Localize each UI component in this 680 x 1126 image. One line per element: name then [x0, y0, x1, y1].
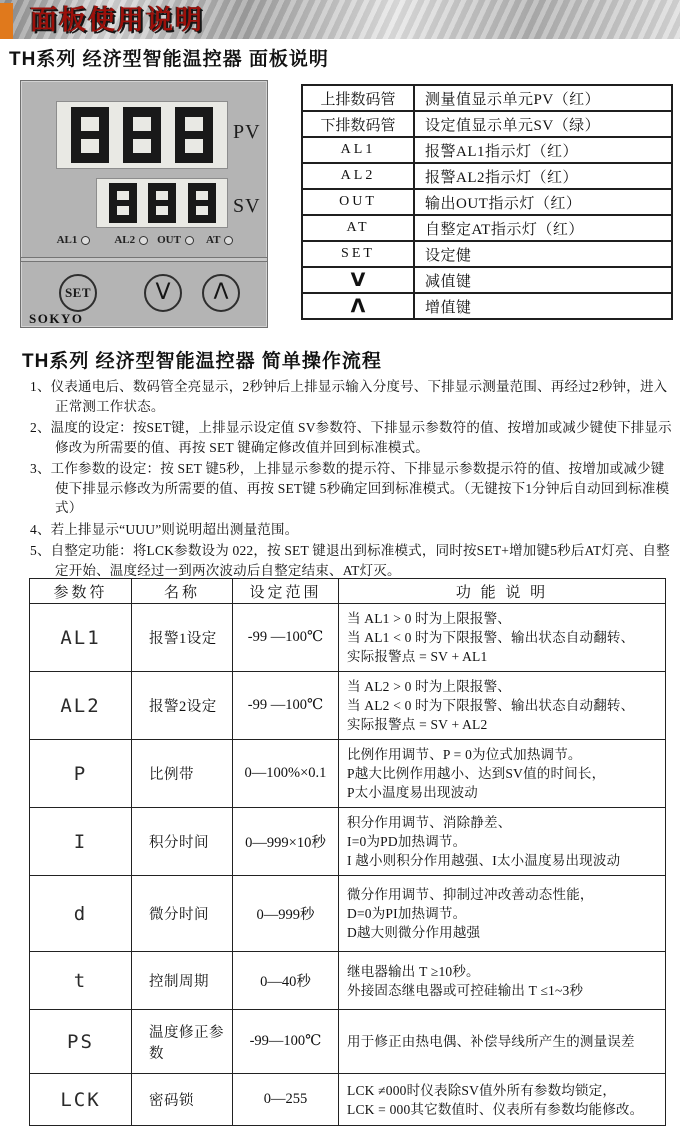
sv-label: SV [233, 195, 261, 217]
header-symbol: 参数符 [30, 579, 132, 604]
al2-led-icon [139, 236, 148, 245]
set-button[interactable]: SET [59, 274, 97, 312]
al1-led-icon [81, 236, 90, 245]
operation-steps [30, 377, 672, 582]
legend-row [302, 189, 672, 215]
legend-row [302, 215, 672, 241]
legend-desc: 增值键 [414, 293, 672, 319]
legend-desc: 设定值显示单元SV（绿） [414, 111, 672, 137]
function-line: 比例作用调节、P = 0为位式加热调节。 [347, 747, 582, 762]
param-function [339, 876, 666, 952]
legend-row [302, 267, 672, 293]
legend-desc: 输出OUT指示灯（红） [414, 189, 672, 215]
seven-segment-digit [123, 107, 161, 163]
parameter-table [29, 578, 666, 1126]
indicator-al2-label: AL2 [114, 234, 136, 246]
banner-title: 面板使用说明 [30, 5, 204, 35]
param-range: -99—100℃ [233, 1010, 339, 1074]
legend-row [302, 111, 672, 137]
param-name: 密码锁 [132, 1074, 233, 1126]
function-line: 外接固态继电器或可控硅输出 T ≤1~3秒 [347, 982, 584, 998]
indicator-out-label: OUT [157, 234, 181, 246]
param-name: 积分时间 [132, 808, 233, 876]
param-function [339, 1010, 666, 1074]
indicator-al1-label: AL1 [56, 234, 78, 246]
parameter-row [30, 876, 666, 952]
param-function [339, 1074, 666, 1126]
legend-desc: 自整定AT指示灯（红） [414, 215, 672, 241]
param-symbol: LCK [30, 1074, 132, 1126]
param-function [339, 672, 666, 740]
parameter-row [30, 808, 666, 876]
param-name: 比例带 [132, 740, 233, 808]
parameter-row [30, 604, 666, 672]
decrease-button[interactable] [144, 274, 182, 312]
function-line: D=0为PI加热调节。 [347, 906, 467, 921]
indicator-at-label: AT [205, 234, 221, 246]
param-name: 温度修正参数 [132, 1010, 233, 1074]
legend-table [301, 84, 673, 320]
function-line: D越大则微分作用越强 [347, 925, 481, 940]
seven-segment-digit [109, 183, 137, 223]
legend-row [302, 85, 672, 111]
indicator-row [21, 234, 269, 246]
brand-label: SOKYO [29, 311, 84, 326]
function-line: 实际报警点 = SV + AL1 [347, 649, 488, 664]
param-function [339, 740, 666, 808]
legend-item: AL1 [302, 137, 414, 163]
function-line: 当 AL1 > 0 时为上限报警、 [347, 611, 512, 626]
legend-item: AT [302, 215, 414, 241]
header-name: 名称 [132, 579, 233, 604]
function-line: P越大比例作用越小、达到SV值的时间长， [347, 766, 606, 781]
function-line: LCK ≠000时仪表除SV值外所有参数均锁定， [347, 1082, 617, 1098]
param-name: 微分时间 [132, 876, 233, 952]
param-range: 0—100%×0.1 [233, 740, 339, 808]
operation-step: 4、若上排显示“UUU”则说明超出测量范围。 [30, 521, 299, 537]
function-line: P太小温度易出现波动 [347, 785, 479, 800]
legend-item-up-arrow: Λ [302, 293, 414, 319]
increase-button[interactable] [202, 274, 240, 312]
param-range: -99 —100℃ [233, 672, 339, 740]
indicator-al2 [114, 234, 148, 246]
param-range: 0—999秒 [233, 876, 339, 952]
operation-step: 5、自整定功能：将LCK参数设为 022，按 SET 键退出到标准模式，同时按SET+增加键5秒后AT灯亮、自整定开始、温度经过一到两次波动后自整定结束、AT灯灭。 [30, 543, 670, 578]
param-name: 报警2设定 [132, 672, 233, 740]
sv-display [96, 178, 228, 228]
operation-step: 3、工作参数的设定：按 SET 键5秒，上排显示参数的提示符、下排显示参数提示符的值、按增加或减少键使下排显示修改为所需要的值、再按 SET键 5秒确定回到标准模式。（无键按下1分钟后自动回到标准模式） [30, 461, 670, 515]
function-line: I 越小则积分作用越强、I太小温度易出现波动 [347, 853, 621, 868]
legend-desc: 设定健 [414, 241, 672, 267]
indicator-at [206, 234, 233, 246]
function-line: 继电器输出 T ≥10秒。 [347, 963, 480, 979]
parameter-row [30, 740, 666, 808]
controller-front-panel [20, 80, 268, 328]
legend-row [302, 163, 672, 189]
pv-label: PV [233, 121, 261, 143]
legend-item: OUT [302, 189, 414, 215]
param-symbol: P [30, 740, 132, 808]
param-range: -99 —100℃ [233, 604, 339, 672]
function-line: 用于修正由热电偶、补偿导线所产生的测量误差 [347, 1034, 635, 1049]
seven-segment-digit [71, 107, 109, 163]
at-led-icon [224, 236, 233, 245]
legend-item-down-arrow: V [302, 267, 414, 293]
seven-segment-digit [175, 107, 213, 163]
param-function [339, 808, 666, 876]
header-range: 设定范围 [233, 579, 339, 604]
legend-item: AL2 [302, 163, 414, 189]
function-line: I=0为PD加热调节。 [347, 834, 467, 849]
legend-item: SET [302, 241, 414, 267]
out-led-icon [185, 236, 194, 245]
param-name: 控制周期 [132, 952, 233, 1010]
parameter-header-row [30, 579, 666, 604]
page-banner [0, 0, 680, 39]
function-line: 实际报警点 = SV + AL2 [347, 717, 488, 732]
indicator-al1 [57, 234, 91, 246]
function-line: LCK = 000其它数值时、仪表所有参数均能修改。 [347, 1101, 644, 1117]
param-symbol: AL2 [30, 672, 132, 740]
header-function: 功 能 说 明 [339, 579, 666, 604]
indicator-out [157, 234, 194, 246]
panel-section-title: TH系列 经济型智能温控器 面板说明 [9, 49, 329, 70]
up-arrow-icon: Λ [213, 280, 229, 305]
parameter-row [30, 952, 666, 1010]
legend-item: 上排数码管 [302, 85, 414, 111]
operation-step: 1、仪表通电后、数码管全亮显示，2秒钟后上排显示输入分度号、下排显示测量范围、再经过2秒钟，进入正常测工作状态。 [30, 379, 668, 414]
param-symbol: t [30, 952, 132, 1010]
param-range: 0—255 [233, 1074, 339, 1126]
parameter-row [30, 672, 666, 740]
seven-segment-digit [148, 183, 176, 223]
function-line: 当 AL2 < 0 时为下限报警、输出状态自动翻转、 [347, 698, 635, 713]
param-name: 报警1设定 [132, 604, 233, 672]
function-line: 微分作用调节、抑制过冲改善动态性能， [347, 887, 594, 902]
param-symbol: d [30, 876, 132, 952]
legend-item: 下排数码管 [302, 111, 414, 137]
legend-desc: 减值键 [414, 267, 672, 293]
operation-section-title: TH系列 经济型智能温控器 简单操作流程 [22, 351, 382, 372]
legend-row [302, 241, 672, 267]
down-arrow-icon: V [155, 280, 171, 305]
panel-divider [21, 257, 267, 262]
param-symbol: PS [30, 1010, 132, 1074]
function-line: 积分作用调节、消除静差、 [347, 815, 512, 830]
param-symbol: I [30, 808, 132, 876]
banner-accent-bar [0, 3, 13, 39]
param-function [339, 952, 666, 1010]
parameter-row [30, 1010, 666, 1074]
parameter-row [30, 1074, 666, 1126]
pv-display [56, 101, 228, 169]
function-line: 当 AL1 < 0 时为下限报警、输出状态自动翻转、 [347, 630, 635, 645]
legend-desc: 报警AL2指示灯（红） [414, 163, 672, 189]
seven-segment-digit [188, 183, 216, 223]
param-range: 0—40秒 [233, 952, 339, 1010]
legend-desc: 报警AL1指示灯（红） [414, 137, 672, 163]
param-function [339, 604, 666, 672]
param-symbol: AL1 [30, 604, 132, 672]
legend-row [302, 137, 672, 163]
legend-desc: 测量值显示单元PV（红） [414, 85, 672, 111]
operation-step: 2、温度的设定：按SET键，上排显示设定值 SV参数符、下排显示参数符的值、按增加或减少键使下排显示修改为所需要的值、再按 SET 键确定修改值并回到标准模式。 [30, 420, 672, 455]
function-line: 当 AL2 > 0 时为上限报警、 [347, 679, 512, 694]
legend-row [302, 293, 672, 319]
param-range: 0—999×10秒 [233, 808, 339, 876]
